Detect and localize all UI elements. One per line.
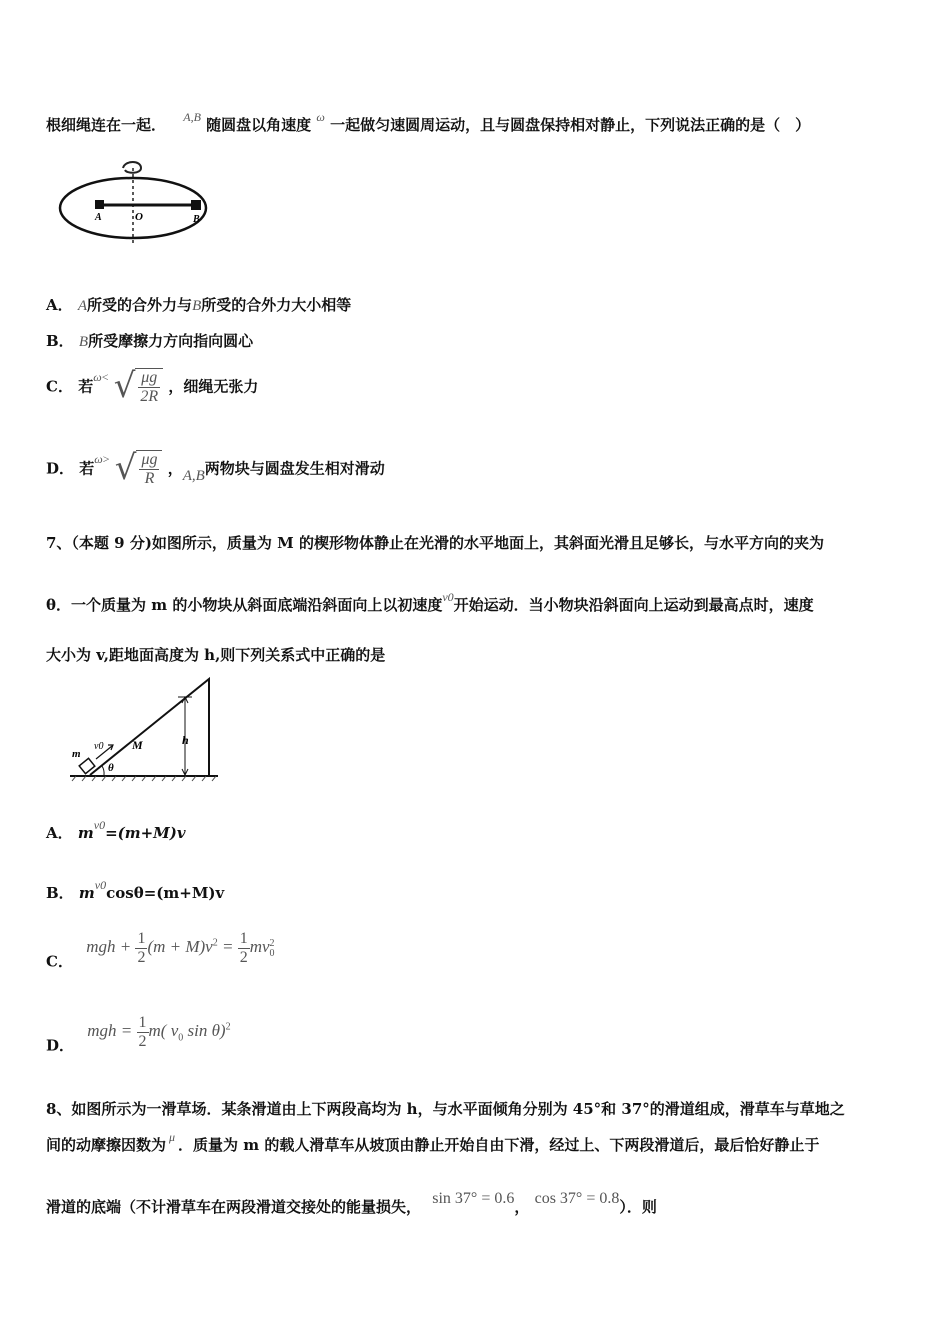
frac-num: 1 bbox=[138, 1014, 147, 1031]
subscript: 0 bbox=[178, 1032, 184, 1044]
intro-text-2: 随圆盘以角速度 bbox=[206, 116, 312, 134]
q7-line-2 bbox=[46, 590, 814, 615]
frac-num: 1 bbox=[239, 930, 248, 947]
frac-num: μg bbox=[141, 451, 158, 468]
var-omega: ω bbox=[316, 110, 325, 124]
option-text: 两物块与圆盘发生相对滑动 bbox=[204, 459, 385, 478]
block-a bbox=[95, 200, 104, 209]
q8-line-3 bbox=[46, 1190, 657, 1217]
frac-den: 2 bbox=[239, 949, 248, 966]
option-text: cosθ=(m+M)v bbox=[106, 884, 225, 902]
q7-text: θ．一个质量为 m 的小物块从斜面底端沿斜面向上以初速度 bbox=[46, 596, 443, 614]
rotating-disc-figure bbox=[55, 158, 215, 250]
sin-value: sin 37° = 0.6 bbox=[432, 1190, 515, 1207]
operator: < bbox=[101, 370, 109, 384]
var-omega: ω bbox=[94, 452, 103, 466]
intro-text-1: 根细绳连在一起． bbox=[46, 116, 167, 134]
label-o: O bbox=[135, 211, 143, 223]
var-b: B bbox=[78, 334, 89, 350]
q8-text: 间的动摩擦因数为 bbox=[46, 1136, 167, 1154]
frac-den: R bbox=[144, 470, 155, 487]
intro-text-3: 一起做匀速圆周运动，且与圆盘保持相对静止，下列说法正确的是（ ） bbox=[330, 116, 811, 134]
q7-option-c bbox=[46, 930, 275, 971]
option-text: ， bbox=[167, 459, 183, 478]
var-v0: v0 bbox=[93, 818, 106, 832]
label-a: A bbox=[95, 212, 102, 223]
block-b bbox=[191, 200, 201, 210]
var-m: m bbox=[78, 884, 95, 902]
cos-value: cos 37° = 0.8 bbox=[534, 1190, 620, 1207]
q7-line-1: 7、（本题 9 分)如图所示，质量为 M 的楔形物体静止在光滑的水平地面上，其斜面光滑且足够长，与水平方向的夹为 bbox=[46, 534, 824, 552]
rotation-arrow-icon bbox=[123, 162, 141, 173]
var-v0: v0 bbox=[94, 878, 107, 892]
wedge-outline bbox=[90, 679, 209, 775]
formula-part: sin θ) bbox=[183, 1021, 226, 1041]
var-omega: ω bbox=[93, 370, 102, 384]
frac-num: μg bbox=[138, 369, 160, 388]
option-label: B． bbox=[46, 332, 74, 350]
label-theta: θ bbox=[108, 762, 114, 774]
q8-text: ．质量为 m 的载人滑草车从坡顶由静止开始自由下滑，经过上、下两段滑道后，最后恰好静止于 bbox=[178, 1136, 820, 1154]
operator: > bbox=[102, 452, 110, 466]
exponent: 2 bbox=[269, 937, 275, 949]
subscript: 0 bbox=[269, 947, 275, 959]
var-mu: μ bbox=[169, 1130, 176, 1144]
q7-option-d bbox=[46, 1014, 231, 1055]
option-text: 所受的合外力与 bbox=[87, 296, 193, 314]
q7-option-b bbox=[46, 878, 225, 903]
small-block bbox=[79, 758, 95, 773]
option-label: B． bbox=[46, 884, 74, 902]
sqrt-expression: √ $\frac{\mu g}{2R}$ bbox=[114, 364, 163, 408]
frac-num: 1 bbox=[137, 930, 146, 947]
var-v0: v0 bbox=[442, 590, 454, 604]
option-label: D． bbox=[46, 1036, 75, 1055]
wedge-figure bbox=[68, 675, 228, 785]
option-text: 所受的合外力大小相等 bbox=[201, 296, 352, 314]
q8-text: 滑道的底端（不计滑草车在两段滑道交接处的能量损失， bbox=[46, 1198, 422, 1216]
q8-line-2 bbox=[46, 1130, 820, 1155]
formula-part: m( v bbox=[148, 1021, 179, 1041]
question-intro-line bbox=[46, 110, 811, 135]
formula-part: (m + M)v bbox=[147, 937, 213, 957]
frac-den: 2R bbox=[140, 388, 159, 405]
option-b bbox=[46, 330, 253, 351]
option-text: 若 bbox=[78, 377, 94, 396]
frac-den: 2 bbox=[138, 1033, 147, 1050]
option-label: A． bbox=[46, 824, 73, 842]
frac-den: 2 bbox=[137, 949, 146, 966]
sqrt-expression: √ $\frac{\mu g}{R}$ bbox=[115, 446, 163, 490]
option-a bbox=[46, 294, 351, 315]
q7-option-a bbox=[46, 818, 186, 843]
q8-text: ， bbox=[514, 1198, 530, 1216]
var-b: B bbox=[192, 298, 202, 314]
formula-c bbox=[86, 930, 275, 966]
formula-part: mv bbox=[249, 937, 270, 957]
option-text: 所受摩擦力方向指向圆心 bbox=[88, 332, 254, 350]
angle-arc bbox=[102, 766, 104, 775]
var-m: m bbox=[77, 824, 94, 842]
q7-line-3: 大小为 v,距地面高度为 h,则下列关系式中正确的是 bbox=[46, 646, 386, 664]
label-v0: v0 bbox=[94, 741, 104, 752]
option-d bbox=[46, 446, 385, 490]
option-label: C． bbox=[46, 952, 73, 971]
exponent: 2 bbox=[212, 937, 218, 949]
label-big-m: M bbox=[132, 738, 143, 752]
label-m: m bbox=[72, 748, 81, 760]
option-label: A． bbox=[46, 296, 73, 314]
formula-part: = bbox=[221, 937, 234, 957]
var-ab: A,B bbox=[182, 468, 205, 484]
formula-part: mgh + bbox=[86, 937, 132, 957]
q8-line-1: 8、如图所示为一滑草场．某条滑道由上下两段高均为 h，与水平面倾角分别为 45°和 37°的滑道组成，滑草车与草地之 bbox=[46, 1100, 845, 1118]
exponent: 2 bbox=[225, 1021, 231, 1033]
label-b: B bbox=[193, 214, 200, 225]
option-text: =(m+M)v bbox=[105, 824, 186, 842]
option-text: 若 bbox=[79, 459, 95, 478]
var-ab: A,B bbox=[183, 110, 201, 124]
option-c bbox=[46, 364, 258, 408]
q7-text: 开始运动．当小物块沿斜面向上运动到最高点时，速度 bbox=[453, 596, 814, 614]
q8-text: ）．则 bbox=[619, 1198, 657, 1216]
option-label: C． bbox=[46, 377, 73, 396]
formula-d bbox=[87, 1014, 231, 1050]
option-text: ，细绳无张力 bbox=[168, 377, 259, 396]
formula-part: mgh = bbox=[87, 1021, 133, 1041]
var-a: A bbox=[77, 298, 88, 314]
option-label: D． bbox=[46, 459, 75, 478]
label-h: h bbox=[182, 733, 189, 747]
